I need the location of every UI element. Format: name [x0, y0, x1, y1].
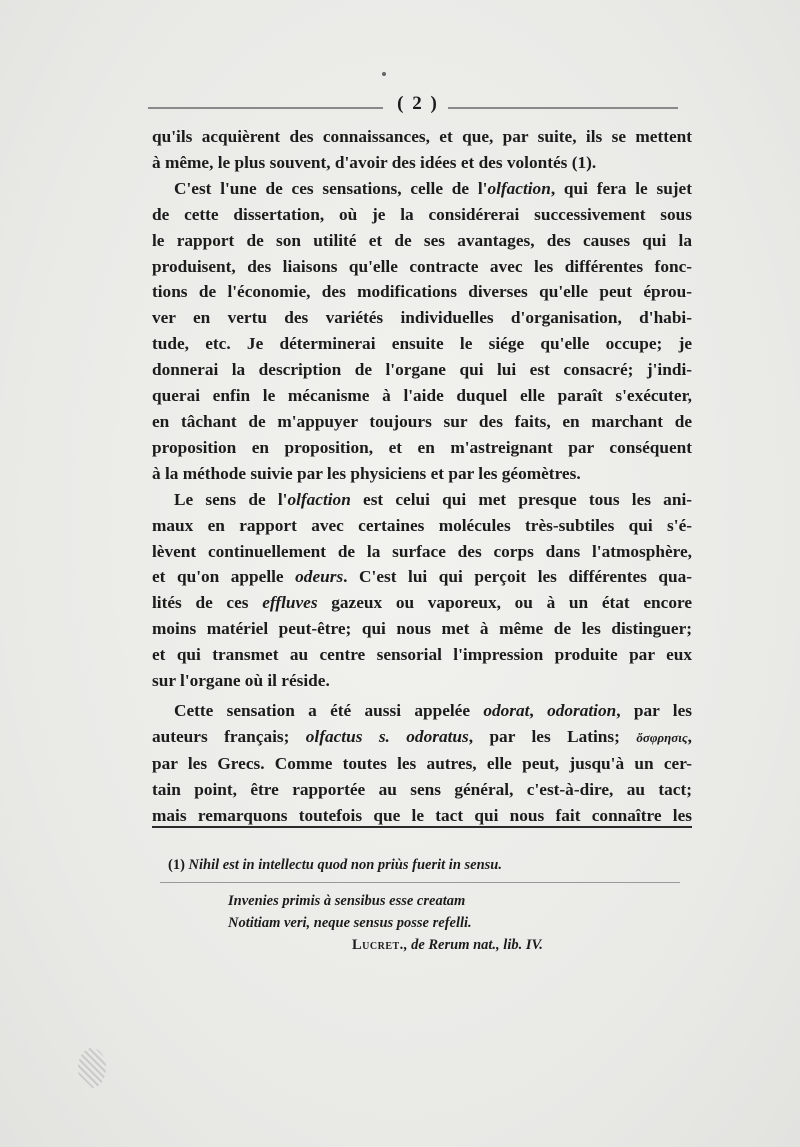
text-line: donnerai la description de l'organe qui lui est consacré; j'indi-	[152, 360, 692, 380]
quote-line: Notitiam veri, neque sensus posse refelli.	[228, 915, 472, 931]
text-line: lèvent continuellement de la surface des corps dans l'atmosphère,	[152, 541, 692, 561]
footnote-marker: (1)	[168, 857, 185, 873]
text-run: , par les Latins;	[468, 726, 637, 746]
text-run: ,	[687, 726, 692, 746]
text-line: proposition en proposition, et en m'astreignant par conséquent	[152, 437, 692, 457]
text-line	[152, 698, 692, 724]
term-odeurs: odeurs	[295, 567, 344, 587]
text-run: ,	[529, 700, 548, 720]
paragraph-4	[152, 698, 692, 829]
text-line: tude, etc. Je déterminerai ensuite le siége qu'elle occupe; je	[152, 334, 692, 354]
paper-stain	[78, 1048, 106, 1088]
text-run: C'est l'une de ces sensations, celle de l'	[174, 178, 488, 198]
footnote-separator	[152, 826, 692, 828]
footnote-text: Nihil est in intellectu quod non priùs fuerit in sensu.	[188, 857, 502, 873]
text-line: maux en rapport avec certaines molécules très-subtiles qui s'é-	[152, 515, 692, 535]
text-run: lités de ces	[152, 593, 263, 613]
text-line: sur l'organe où il réside.	[152, 671, 330, 691]
ink-speck	[382, 72, 386, 76]
text-line	[152, 176, 692, 202]
text-line: mais remarquons toutefois que le tact qui nous fait connaître les	[152, 805, 692, 825]
text-run: auteurs français;	[152, 726, 306, 746]
text-line: de cette dissertation, où je la considérerai successivement sous	[152, 204, 692, 224]
text-line: en tâchant de m'appuyer toujours sur des faits, en marchant de	[152, 411, 692, 431]
text-line: querai enfin le mécanisme à l'aide duquel elle paraît s'exécuter,	[152, 386, 692, 406]
footnote	[168, 855, 688, 875]
latin-quote	[228, 890, 698, 956]
term-odorat: odorat	[483, 700, 530, 720]
text-run: Cette sensation a été aussi appelée	[174, 700, 484, 720]
header-rule-right	[448, 107, 678, 109]
text-line: tain point, être rapportée au sens général, c'est-à-dire, au tact;	[152, 779, 692, 799]
term-olfaction: olfaction	[487, 178, 551, 198]
text-line: ver en vertu des variétés individuelles d'organisation, d'habi-	[152, 308, 692, 328]
text-run: , qui fera le sujet	[550, 178, 692, 198]
text-line: moins matériel peut-être; qui nous met à même de les distinguer;	[152, 619, 692, 639]
text-line: par les Grecs. Comme toutes les autres, elle peut, jusqu'à un cer-	[152, 753, 692, 773]
quote-separator	[160, 882, 680, 883]
quote-line: Invenies primis à sensibus esse creatam	[228, 893, 466, 909]
text-run: Le sens de l'	[174, 489, 288, 509]
main-text	[152, 124, 692, 828]
text-line: tions de l'économie, des modifications diverses qu'elle peut éprou-	[152, 282, 692, 302]
text-line: produisent, des liaisons qu'elle contracte avec les différentes fonc-	[152, 256, 692, 276]
text-line: à la méthode suivie par les physiciens et par les géomètres.	[152, 463, 581, 483]
term-effluves: effluves	[262, 593, 318, 613]
text-line: à même, le plus souvent, d'avoir des idées et des volontés (1).	[152, 152, 597, 172]
term-greek: ὄσφρησις	[636, 729, 688, 745]
paragraph-2	[152, 176, 692, 487]
text-line: et qui transmet au centre sensorial l'impression produite par eux	[152, 645, 692, 665]
text-line	[152, 590, 692, 616]
quote-attribution	[352, 934, 698, 956]
text-line: qu'ils acquièrent des connaissances, et que, par suite, ils se mettent	[152, 127, 692, 146]
text-run: et qu'on appelle	[152, 567, 296, 587]
term-olfaction: olfaction	[287, 489, 351, 509]
paragraph-3	[152, 487, 692, 694]
text-line	[152, 487, 692, 513]
text-run: , par les	[616, 700, 692, 720]
text-line	[152, 564, 692, 590]
text-line: le rapport de son utilité et de ses avantages, des causes qui la	[152, 230, 692, 250]
header-rule-left	[148, 107, 383, 109]
page-header	[148, 93, 678, 120]
text-run: gazeux ou vaporeux, ou à un état encore	[317, 593, 692, 613]
quote-source: , de Rerum nat., lib. IV.	[403, 937, 543, 953]
paragraph-1	[152, 124, 692, 176]
quote-author: Lucret.	[352, 937, 404, 953]
text-run: . C'est lui qui perçoit les différentes qua-	[343, 567, 693, 587]
term-latin: olfactus s. odoratus	[305, 726, 469, 746]
text-line	[152, 724, 692, 751]
text-run: est celui qui met presque tous les ani-	[350, 489, 692, 509]
term-odoration: odoration	[547, 700, 617, 720]
page-number: ( 2 )	[397, 93, 439, 114]
